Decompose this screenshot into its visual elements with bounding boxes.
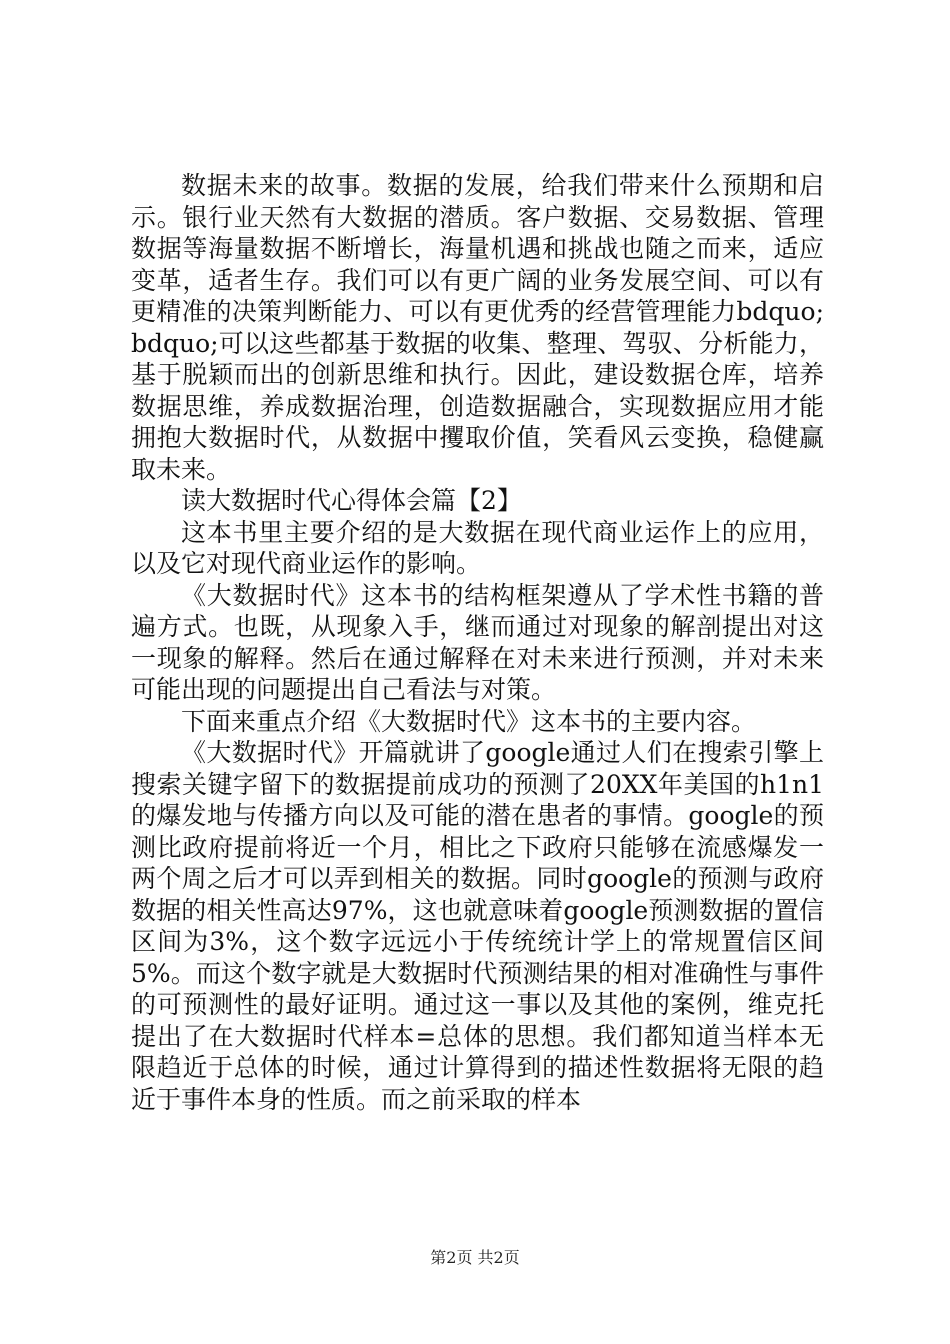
document-body: [131, 170, 824, 1115]
paragraph-2: 这本书里主要介绍的是大数据在现代商业运作上的应用，以及它对现代商业运作的影响。: [131, 517, 824, 578]
paragraph-5: 《大数据时代》开篇就讲了google通过人们在搜索引擎上搜索关键字留下的数据提前成功的预测了20XX年美国的h1n1的爆发地与传播方向以及可能的潜在患者的事情。google的预测比政府提前将近一个月，相比之下政府只能够在流感爆发一两个周之后才可以弄到相关的数据。同时google的预测与政府数据的相关性高达97%，这也就意味着google预测数据的置信区间为3%，这个数字远远小于传统统计学上的常规置信区间5%。而这个数字就是大数据时代预测结果的相对准确性与事件的可预测性的最好证明。通过这一事以及其他的案例，维克托提出了在大数据时代样本=总体的思想。我们都知道当样本无限趋近于总体的时候，通过计算得到的描述性数据将无限的趋近于事件本身的性质。而之前采取的样本: [131, 738, 824, 1114]
page-footer: 第2页 共2页: [430, 1248, 520, 1267]
section-heading: 读大数据时代心得体会篇【2】: [181, 486, 522, 515]
paragraph-3: 《大数据时代》这本书的结构框架遵从了学术性书籍的普遍方式。也既，从现象入手，继而通过对现象的解剖提出对这一现象的解释。然后在通过解释在对未来进行预测，并对未来可能出现的问题提出自己看法与对策。: [131, 580, 824, 704]
paragraph-4: 下面来重点介绍《大数据时代》这本书的主要内容。: [181, 706, 757, 736]
paragraph-1: 数据未来的故事。数据的发展，给我们带来什么预期和启示。银行业天然有大数据的潜质。客户数据、交易数据、管理数据等海量数据不断增长，海量机遇和挑战也随之而来，适应变革，适者生存。我们可以有更广阔的业务发展空间、可以有更精准的决策判断能力、可以有更优秀的经营管理能力bdquo;bdquo;可以这些都基于数据的收集、整理、驾驭、分析能力，基于脱颖而出的创新思维和执行。因此，建设数据仓库，培养数据思维，养成数据治理，创造数据融合，实现数据应用才能拥抱大数据时代，从数据中攫取价值，笑看风云变换，稳健赢取未来。: [131, 171, 824, 484]
